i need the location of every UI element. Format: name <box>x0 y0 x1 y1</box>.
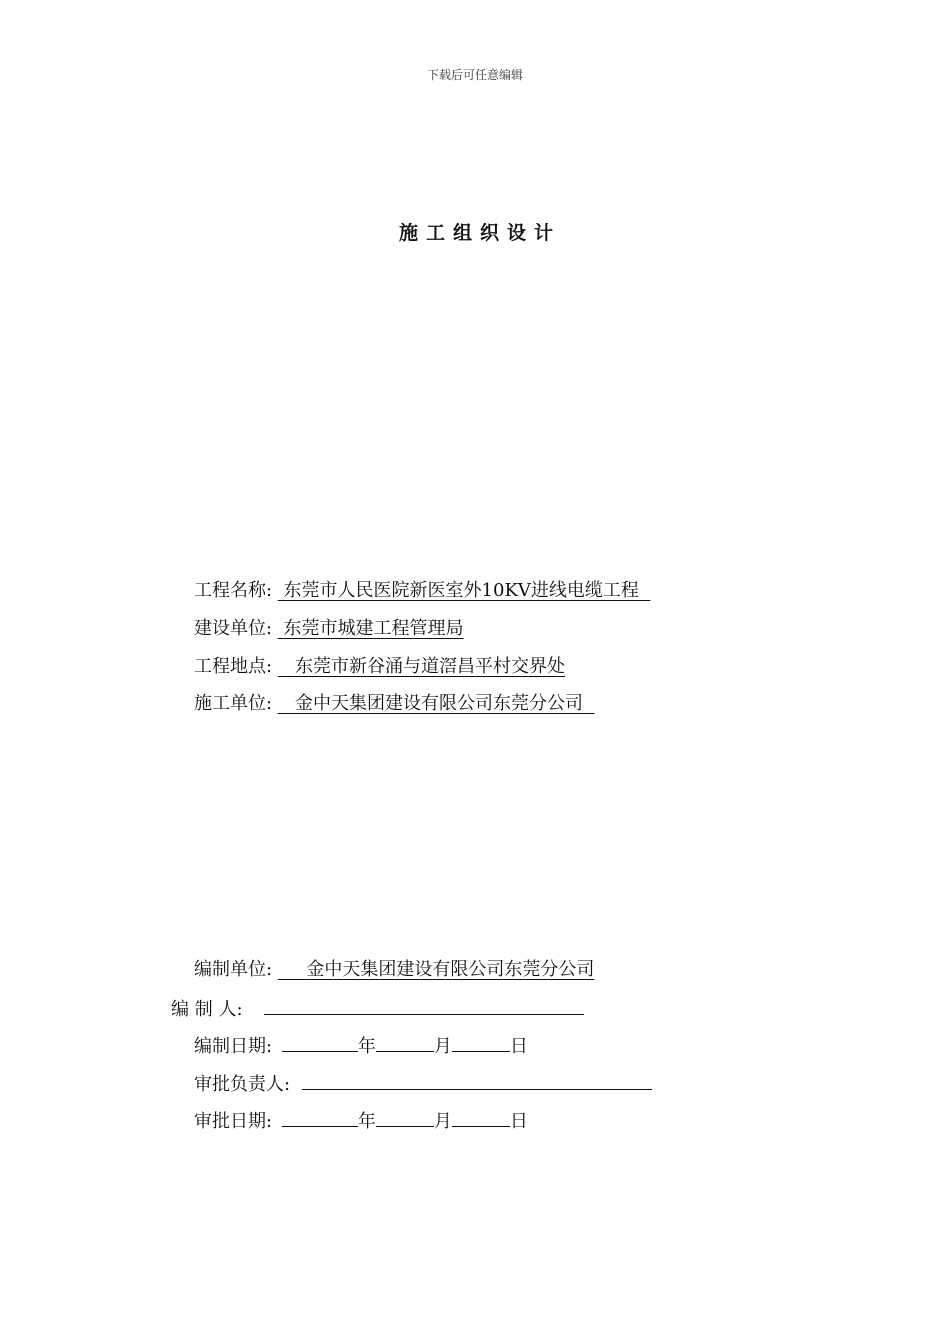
prep-date-row <box>194 1033 528 1059</box>
location-row <box>194 655 565 679</box>
contractor-value: 金中天集团建设有限公司东莞分公司 <box>294 693 583 714</box>
prep-date-label: 编制日期: <box>194 1036 273 1057</box>
location-value: 东莞市新谷涌与道滘昌平村交界处 <box>294 656 565 677</box>
prep-year-blank <box>282 1033 358 1052</box>
location-label: 工程地点: <box>194 656 273 677</box>
prep-unit-row <box>194 958 594 982</box>
prep-month-text: 月 <box>433 1036 452 1057</box>
approve-month-blank <box>376 1108 434 1127</box>
prep-day-blank <box>452 1033 510 1052</box>
approver-row <box>194 1071 652 1097</box>
project-name-label: 工程名称: <box>194 580 273 601</box>
prep-unit-value: 金中天集团建设有限公司东莞分公司 <box>306 959 595 980</box>
client-value: 东莞市城建工程管理局 <box>283 618 464 639</box>
client-row <box>194 617 464 641</box>
prep-month-blank <box>376 1033 434 1052</box>
approve-date-row <box>194 1108 528 1134</box>
prep-day-text: 日 <box>509 1036 528 1057</box>
prep-unit-label: 编制单位: <box>194 959 273 980</box>
header-note: 下载后可任意编辑 <box>426 68 523 82</box>
prep-year-text: 年 <box>357 1036 376 1057</box>
approve-day-blank <box>452 1108 510 1127</box>
project-name-row <box>194 579 650 603</box>
approver-label: 审批负责人: <box>194 1074 291 1095</box>
client-label: 建设单位: <box>194 618 273 639</box>
prep-person-row <box>171 996 584 1022</box>
approve-year-blank <box>282 1108 358 1127</box>
approve-year-text: 年 <box>357 1111 376 1132</box>
prep-person-blank <box>264 996 584 1015</box>
document-title: 施工组织设计 <box>398 222 561 244</box>
prep-person-label: 编 制 人: <box>171 999 243 1020</box>
project-name-value: 东莞市人民医院新医室外10KV进线电缆工程 <box>283 580 639 601</box>
approve-date-label: 审批日期: <box>194 1111 273 1132</box>
approver-blank <box>302 1071 652 1090</box>
approve-day-text: 日 <box>509 1111 528 1132</box>
contractor-row <box>194 692 594 716</box>
approve-month-text: 月 <box>433 1111 452 1132</box>
contractor-label: 施工单位: <box>194 693 273 714</box>
